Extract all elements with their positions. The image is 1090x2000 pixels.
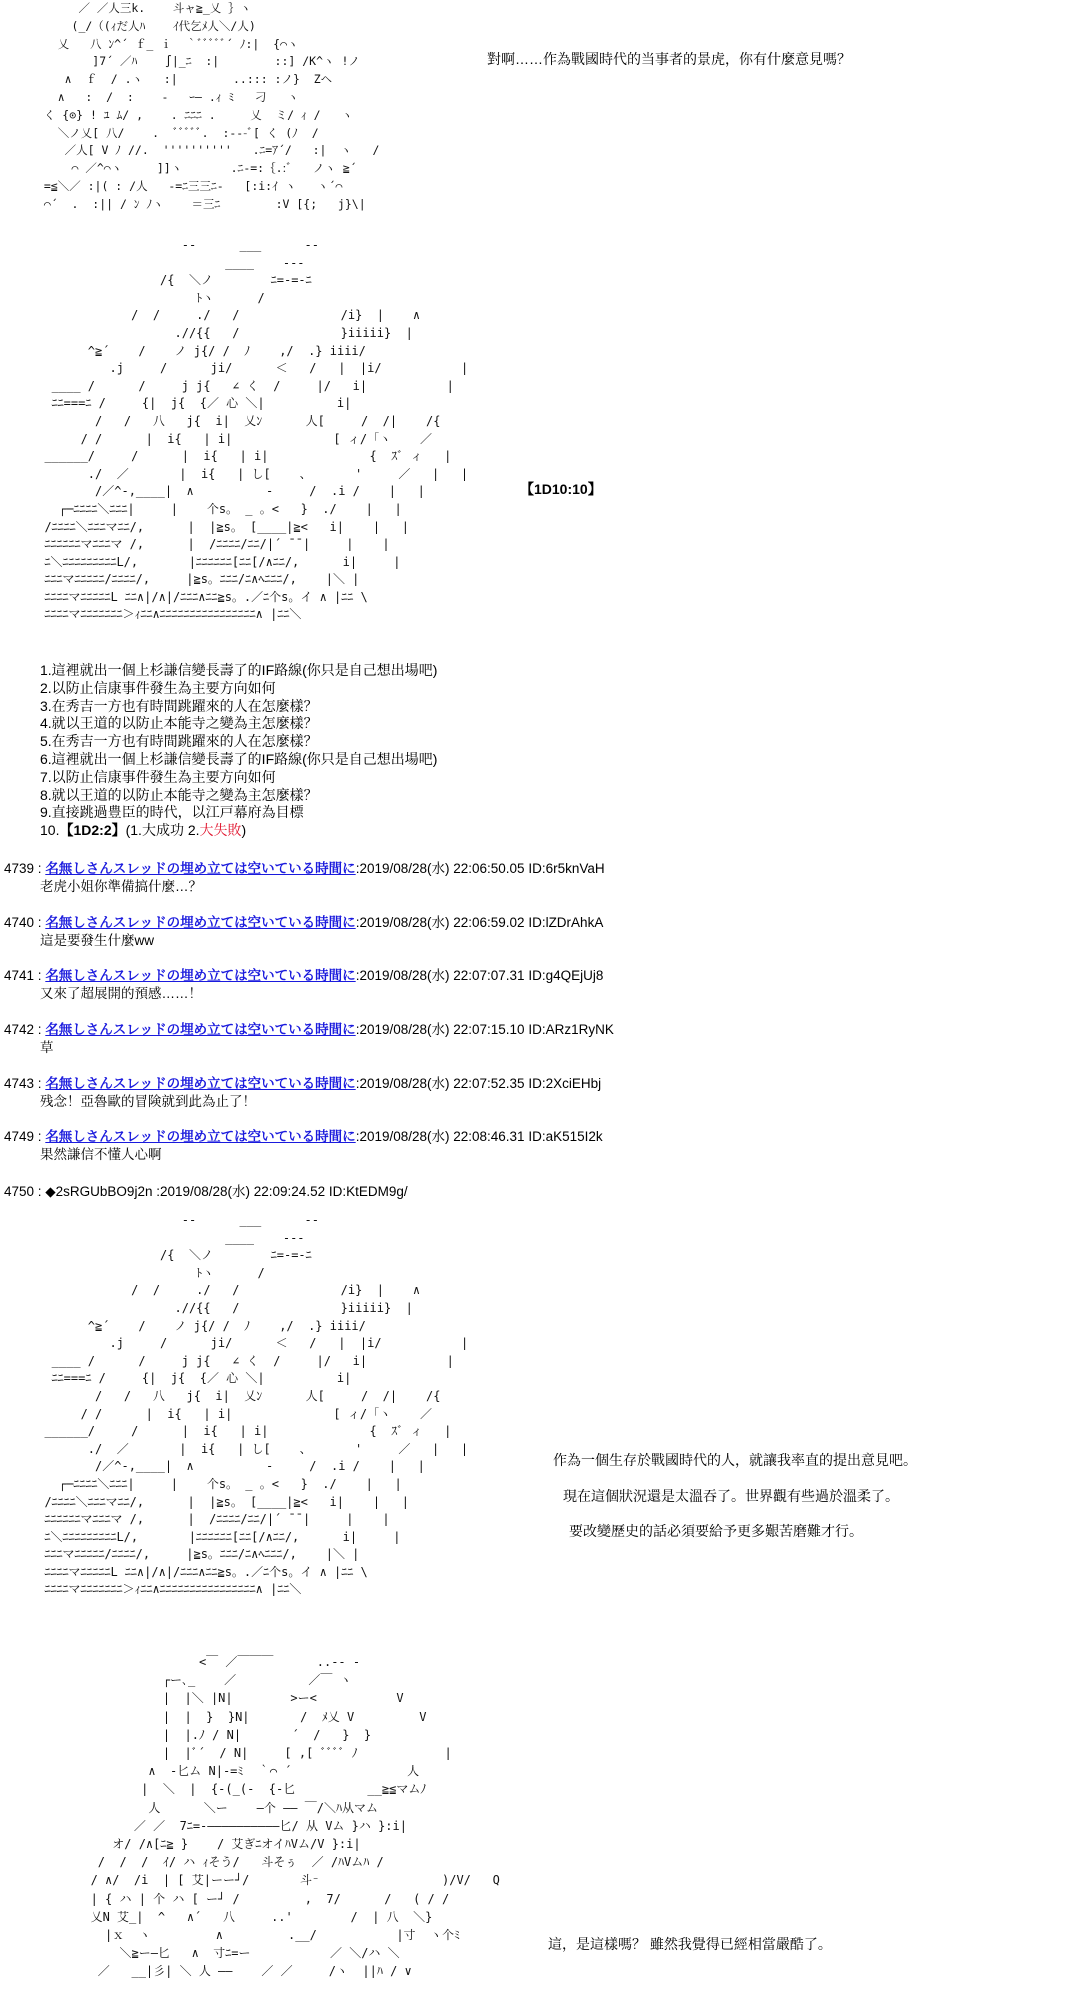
post-meta: :2019/08/28(水) 22:07:52.35 ID:2XciEHbj xyxy=(355,1076,602,1091)
speech-line-intro: 對啊……作為戰國時代的当事者的景虎，你有什麼意見嗎？ xyxy=(487,51,851,67)
option-item: 3.在秀吉一方也有時間跳躍來的人在怎麼樣？ xyxy=(40,697,318,714)
speech-line: 要改變歷史的話必須要給予更多艱苦磨難才行。 xyxy=(569,1523,863,1539)
post-number: 4741 xyxy=(4,968,35,983)
post-4740: 4740 : 名無しさんスレッドの埋め立ては空いている時間に:2019/08/28(水) 22:06:59.02 ID:lZDrAhkA 這是要發生什麼ww xyxy=(4,915,604,948)
option-10-dice: 【1D2:2】 xyxy=(59,822,126,839)
post-number: 4739 xyxy=(4,861,35,876)
option-item: 2.以防止信康事件發生為主要方向如何 xyxy=(40,679,276,696)
aa-art-character-3: <￣ ／￣￣￣ ..-- - ┌ー､_ ／ ／￣ ヽ | |＼ |N| >ー< V | | } }N| / ﾒ乂 V V | |.ﾉ / N| ´ / } } | |ﾞ´ / N| [ ,[ ﾞﾞﾞﾞ ﾉ | ∧ -匕ム N|-=ﾐ ｀⌒ ´ 人 | ＼ | {-(_(- {-匕 __≧≦マムﾉ 人 ＼ー ―个 ―― ￣/＼ﾊ从マム ／ ／ 7ﾆ=-――――――――――匕/ 从 Vム }ハ }:i| オ/ /∧[ﾆ≧ } / 艾ぎﾆオイﾊVム/V }:i| / / / ｲ/ ハ ｨそう/ 斗そぅ ／ /ﾊVムﾊ / / ∧/ /i | [ 艾|ーー┘/ 斗⁻ )/V/ Q | { ハ | 个 ハ [ ー┘ / , 7/ / ( / / 乂N 艾_| ^ ∧´ 八 ..' / | 八 ＼} |ｘ ヽ ∧ .__/ |寸 ヽ个ﾐ ＼≧ー―匕 ∧ 寸ﾆ=ー ／ ＼/ハ ＼ ／ __|彡| ＼ 人 ―― ／ ／ /ヽ ||ﾊ / ∨ xyxy=(90,1655,500,1979)
post-body: 果然謙信不懂人心啊 xyxy=(40,1147,162,1162)
post-4749: 4749 : 名無しさんスレッドの埋め立ては空いている時間に:2019/08/28(水) 22:08:46.31 ID:aK515I2k 果然謙信不懂人心啊 xyxy=(4,1129,603,1162)
option-item: 8.就以王道的以防止本能寺之變為主怎麼樣？ xyxy=(40,786,318,803)
option-item: 9.直接跳過豊臣的時代，以江戸幕府為目標 xyxy=(40,804,304,821)
poster-name-link[interactable]: 名無しさんスレッドの埋め立ては空いている時間に xyxy=(45,1076,356,1091)
post-4741: 4741 : 名無しさんスレッドの埋め立ては空いている時間に:2019/08/28(水) 22:07:07.31 ID:g4QEjUj8 又來了超展開的預感……！ xyxy=(4,968,604,1001)
dice-result: 【1D10:10】 xyxy=(520,481,602,497)
options-list xyxy=(40,662,437,840)
post-4750-header: 4750 : ◆2sRGUbBO9j2n :2019/08/28(水) 22:09:24.52 ID:KtEDM9g/ xyxy=(4,1184,408,1199)
option-item: 1.這裡就出一個上杉謙信變長壽了的IF路線(你只是自己想出場吧) xyxy=(40,662,438,678)
post-number: 4740 xyxy=(4,915,35,930)
post-4739: 4739 : 名無しさんスレッドの埋め立ては空いている時間に:2019/08/28(水) 22:06:50.05 ID:6r5knVaH 老虎小姐你準備搞什麼…？ xyxy=(4,861,605,894)
post-body: 草 xyxy=(40,1040,54,1055)
speech-line-final: 這，是這樣嗎？ 雖然我覺得已經相當嚴酷了。 xyxy=(548,1936,832,1952)
option-10-prefix: 10. xyxy=(40,822,60,839)
post-body: 這是要發生什麼ww xyxy=(40,933,154,948)
aa-art-top: ／ ／人三k. 斗ャ≧_乂 ｝ヽ (_/（(ｨだ人ﾊ ｲ代乞ﾒ人＼/人) 乂 八 ﾝ^´ ｆ_ ｉ ｀ﾞﾞﾞﾞﾞ´ ﾉ:| {⌒ヽ ]7´ ／ﾊ ∫|_ﾆ :| ::] /K^ヽ !ノ ∧ ｆ / .ヽ :| ..::: :ノ} Zヘ ∧ : / : - ｰ― .ｨ ﾐ 刁 ヽ く {⊙} ! ﾕ ﾑ/ , . ﾆﾆﾆ . 乂 ミ/ ｨ / ヽ ＼ノ乂[ 八/ . ﾞﾞﾞﾞﾞ. :---ﾞ[ く (ﾉ / ／人[ V ﾉ //. '''''''''' .ﾆ=ｱ´/ :| ヽ / ⌒ ／^⌒ヽ ]]ヽ .ﾆ-=:｛.:ﾞ ノヽ ≧´ =≦＼／ :|( : /人 -=ﾆ三三ﾆ- [:i:ｲ ヽ ヽ´⌒ ⌒´ . :|| / ﾝ ﾉヽ ＝三ﾆ :V [{; j}\| xyxy=(43,1,380,211)
poster-name-link[interactable]: 名無しさんスレッドの埋め立ては空いている時間に xyxy=(45,1129,356,1144)
poster-name-link[interactable]: 名無しさんスレッドの埋め立ては空いている時間に xyxy=(45,968,356,983)
post-number: 4743 xyxy=(4,1076,35,1091)
option-item: 6.這裡就出一個上杉謙信變長壽了的IF路線(你只是自己想出場吧) xyxy=(40,750,438,767)
post-4742: 4742 : 名無しさんスレッドの埋め立ては空いている時間に:2019/08/28(水) 22:07:15.10 ID:ARz1RyNK 草 xyxy=(4,1022,614,1055)
aa-art-character-1: -- ___ -- ____ --- /{ ＼ノ ﾆ=-=-ﾆ ﾄヽ / / / ./ / /i} | ∧ .//{{ / }iiiii} | ^≧´ / ノ j{/ / ﾉ ,/ .} iiii/ .j / ji/ ＜ / | |i/ | ____ / / j j{ ∠ く / |/ i| | ﾆﾆ===ﾆ / {| j{ {／ 心 ＼| i| / / 八 j{ i| 乂ﾝ 人[ / /| /{ / / | i{ | i| [ ィ/「ヽ ／ ______/ / | i{ | i| { ｽﾞ ィ | ./ ／ | i{ | し[ 、 ' ／ | | /／^‐,____| ∧ ‐ / .i / | | ┌─ﾆﾆﾆﾆ＼ﾆﾆﾆ| | 个s。 _ 。< } ./ | | /ﾆﾆﾆﾆ＼ﾆﾆﾆマﾆﾆ/, | |≧s。 [____|≧< i| | | ﾆﾆﾆﾆﾆﾆマﾆﾆﾆマ /, | /ﾆﾆﾆﾆ/ﾆﾆ/|´ ̄ ̄ | | | ﾆ＼ﾆﾆﾆﾆﾆﾆﾆﾆﾆL/, |ﾆﾆﾆﾆﾆﾆ[ﾆﾆ[/∧ﾆﾆ/, i| | ﾆﾆﾆマﾆﾆﾆﾆﾆ/ﾆﾆﾆﾆ/, |≧s。ﾆﾆﾆ/ﾆ∧ﾍﾆﾆﾆ/, |＼ | ﾆﾆﾆﾆマﾆﾆﾆﾆﾆL ﾆﾆ∧|/∧|/ﾆﾆﾆ∧ﾆﾆ≧s。.／ﾆ个s。イ ∧ |ﾆﾆ \ ﾆﾆﾆﾆマﾆﾆﾆﾆﾆﾆﾆ＞ｨﾆﾆ∧ﾆﾆﾆﾆﾆﾆﾆﾆﾆﾆﾆﾆﾆﾆﾆﾆ∧ |ﾆﾆ＼ xyxy=(44,238,469,622)
post-4743: 4743 : 名無しさんスレッドの埋め立ては空いている時間に:2019/08/28(水) 22:07:52.35 ID:2XciEHbj 残念！亞魯歐的冒険就到此為止了！ xyxy=(4,1076,602,1109)
post-meta: :2019/08/28(水) 22:08:46.31 ID:aK515I2k xyxy=(355,1129,603,1144)
post-meta: :2019/08/28(水) 22:07:15.10 ID:ARz1RyNK xyxy=(355,1022,614,1037)
post-body: 残念！亞魯歐的冒険就到此為止了！ xyxy=(40,1094,256,1109)
option-item-10 xyxy=(40,822,437,840)
poster-name-link[interactable]: 名無しさんスレッドの埋め立ては空いている時間に xyxy=(45,861,356,876)
option-10-suffix: ) xyxy=(241,822,247,839)
post-body: 老虎小姐你準備搞什麼…？ xyxy=(40,879,202,894)
post-meta: :2019/08/28(水) 22:07:07.31 ID:g4QEjUj8 xyxy=(355,968,604,983)
option-10-success: (1.大成功 2. xyxy=(125,822,200,839)
speech-line: 作為一個生存於戰國時代的人，就讓我率直的提出意見吧。 xyxy=(553,1452,917,1468)
post-number: 4749 xyxy=(4,1129,35,1144)
post-meta: :2019/08/28(水) 22:06:59.02 ID:lZDrAhkA xyxy=(355,915,604,930)
option-10-failure: 大失敗 xyxy=(199,822,242,839)
poster-name-link[interactable]: 名無しさんスレッドの埋め立ては空いている時間に xyxy=(45,1022,356,1037)
post-meta: :2019/08/28(水) 22:06:50.05 ID:6r5knVaH xyxy=(355,861,605,876)
option-item: 4.就以王道的以防止本能寺之變為主怎麼樣？ xyxy=(40,715,318,732)
speech-line: 現在這個狀況還是太溫吞了。世界觀有些過於溫柔了。 xyxy=(563,1488,899,1504)
poster-name-link[interactable]: 名無しさんスレッドの埋め立ては空いている時間に xyxy=(45,915,356,930)
post-body: 又來了超展開的預感……！ xyxy=(40,986,202,1001)
option-item: 7.以防止信康事件發生為主要方向如何 xyxy=(40,768,276,785)
post-number: 4742 xyxy=(4,1022,35,1037)
aa-art-character-2: -- ___ -- ____ --- /{ ＼ノ ﾆ=-=-ﾆ ﾄヽ / / / ./ / /i} | ∧ .//{{ / }iiiii} | ^≧´ / ノ j{/ / ﾉ ,/ .} iiii/ .j / ji/ ＜ / | |i/ | ____ / / j j{ ∠ く / |/ i| | ﾆﾆ===ﾆ / {| j{ {／ 心 ＼| i| / / 八 j{ i| 乂ﾝ 人[ / /| /{ / / | i{ | i| [ ィ/「ヽ ／ ______/ / | i{ | i| { ｽﾞ ィ | ./ ／ | i{ | し[ 、 ' ／ | | /／^‐,____| ∧ ‐ / .i / | | ┌─ﾆﾆﾆﾆ＼ﾆﾆﾆ| | 个s。 _ 。< } ./ | | /ﾆﾆﾆﾆ＼ﾆﾆﾆマﾆﾆ/, | |≧s。 [____|≧< i| | | ﾆﾆﾆﾆﾆﾆマﾆﾆﾆマ /, | /ﾆﾆﾆﾆ/ﾆﾆ/|´ ̄ ̄ | | | ﾆ＼ﾆﾆﾆﾆﾆﾆﾆﾆﾆL/, |ﾆﾆﾆﾆﾆﾆ[ﾆﾆ[/∧ﾆﾆ/, i| | ﾆﾆﾆマﾆﾆﾆﾆﾆ/ﾆﾆﾆﾆ/, |≧s。ﾆﾆﾆ/ﾆ∧ﾍﾆﾆﾆ/, |＼ | ﾆﾆﾆﾆマﾆﾆﾆﾆﾆL ﾆﾆ∧|/∧|/ﾆﾆﾆ∧ﾆﾆ≧s。.／ﾆ个s。イ ∧ |ﾆﾆ \ ﾆﾆﾆﾆマﾆﾆﾆﾆﾆﾆﾆ＞ｨﾆﾆ∧ﾆﾆﾆﾆﾆﾆﾆﾆﾆﾆﾆﾆﾆﾆﾆﾆ∧ |ﾆﾆ＼ xyxy=(44,1213,469,1597)
option-item: 5.在秀吉一方也有時間跳躍來的人在怎麼樣？ xyxy=(40,733,318,750)
